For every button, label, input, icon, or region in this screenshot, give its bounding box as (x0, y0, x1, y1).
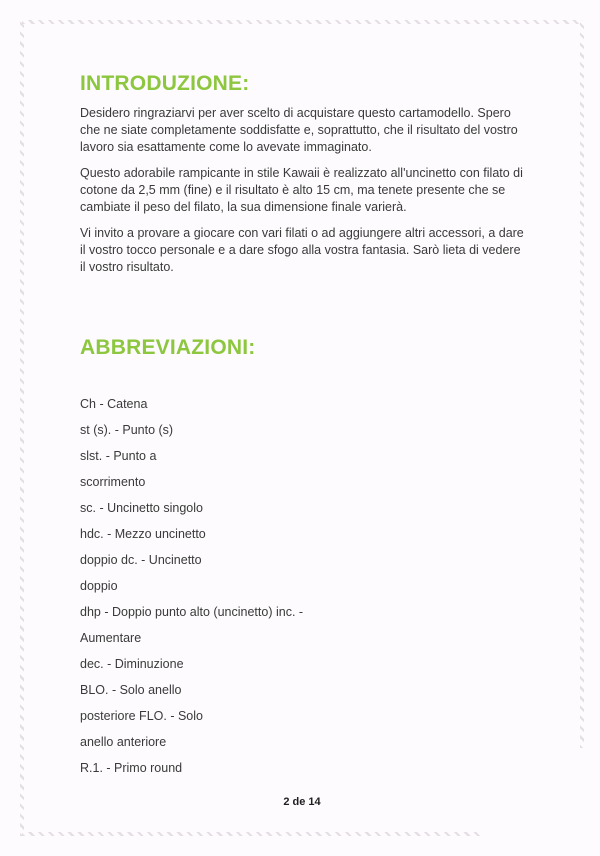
abbreviation-item: dhp - Doppio punto alto (uncinetto) inc. - (80, 605, 304, 619)
abbreviation-item: sc. - Uncinetto singolo (80, 501, 203, 515)
abbreviation-item: BLO. - Solo anello (80, 683, 182, 697)
abbreviation-item: doppio dc. - Uncinetto (80, 553, 202, 567)
intro-paragraph: Questo adorabile rampicante in stile Kawaii è realizzato all'uncinetto con filato di cotone da 2,5 mm (fine) e il risultato è alto 15 cm, ma tenete presente che se cambiate il peso del filato, la sua dimensione finale varierà. (80, 166, 523, 214)
intro-section-heading: INTRODUZIONE: (80, 72, 250, 95)
cut-line-left (20, 22, 24, 836)
abbreviation-item: Ch - Catena (80, 397, 148, 411)
abbreviation-item: R.1. - Primo round (80, 761, 183, 775)
intro-paragraph: Vi invito a provare a giocare con vari filati o ad aggiungere altri accessori, a dare il vostro tocco personale e a dare sfogo alla vostra fantasia. Sarò lieta di vedere il vostro risultato. (80, 226, 524, 274)
intro-paragraph: Desidero ringraziarvi per aver scelto di acquistare questo cartamodello. Spero che ne siate completamente soddisfatte e, soprattutto, che il risultato del vostro lavoro sia esattamente come lo avevate immaginato. (80, 106, 518, 154)
cut-line-right (580, 22, 584, 748)
abbreviation-item: Aumentare (80, 631, 142, 645)
abbreviation-item: hdc. - Mezzo uncinetto (80, 527, 206, 541)
abbreviations-list (80, 391, 524, 781)
abbreviation-item: dec. - Diminuzione (80, 657, 184, 671)
abbreviations-section-heading: ABBREVIAZIONI: (80, 336, 256, 359)
cut-line-bottom (22, 832, 480, 836)
page-content (80, 0, 524, 781)
abbreviation-item: st (s). - Punto (s) (80, 423, 174, 437)
page-footer (80, 792, 524, 810)
abbreviation-item: anello anteriore (80, 735, 167, 749)
abbreviation-item: doppio (80, 579, 118, 593)
page-number: 2 de 14 (283, 796, 321, 808)
abbreviation-item: slst. - Punto a (80, 449, 157, 463)
abbreviation-item: scorrimento (80, 475, 146, 489)
abbreviation-item: posteriore FLO. - Solo (80, 709, 203, 723)
